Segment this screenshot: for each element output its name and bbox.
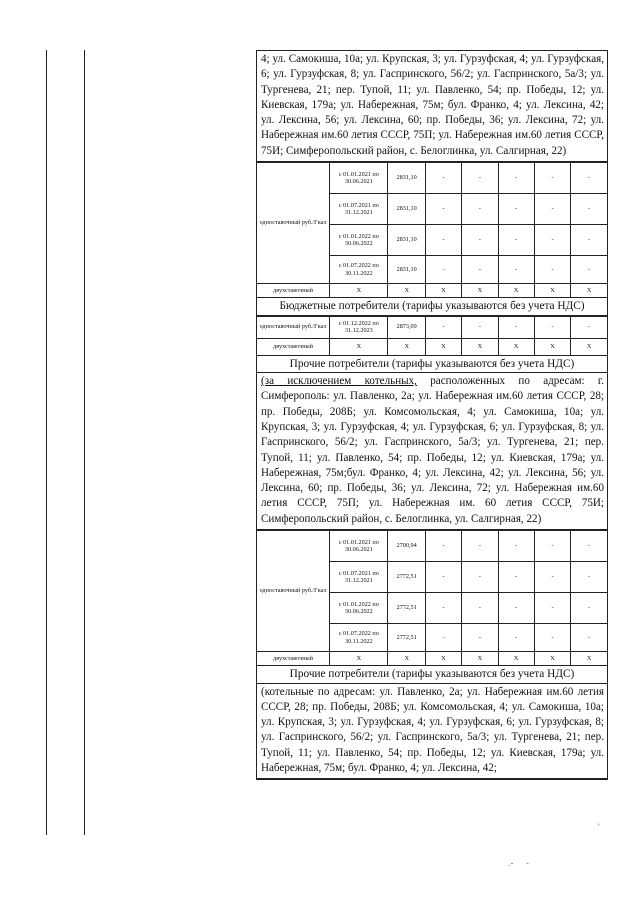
empty-dash-cell: - — [534, 593, 570, 624]
not-applicable-cell: X — [571, 338, 607, 355]
tariff-value-cell: 2831,10 — [388, 194, 425, 225]
not-applicable-cell: X — [498, 284, 534, 298]
two-rate-row — [257, 284, 607, 298]
column-divider-line — [84, 50, 85, 835]
empty-dash-cell: - — [534, 225, 570, 256]
consumer-group-heading: Прочие потребители (тарифы указываются без учета НДС) — [257, 666, 607, 684]
period-cell: с 01.07.2022 по 30.11.2022 — [330, 256, 388, 284]
address-paragraph — [257, 51, 607, 162]
not-applicable-cell: X — [330, 652, 388, 666]
empty-dash-cell: - — [425, 316, 461, 338]
empty-dash-cell: - — [462, 194, 498, 225]
tariff-value-cell: 2772,51 — [388, 624, 425, 652]
empty-dash-cell: - — [534, 316, 570, 338]
tariff-row — [257, 531, 607, 562]
empty-dash-cell: - — [425, 194, 461, 225]
not-applicable-cell: X — [330, 338, 388, 355]
empty-dash-cell: - — [462, 593, 498, 624]
empty-dash-cell: - — [571, 562, 607, 593]
empty-dash-cell: - — [571, 593, 607, 624]
empty-dash-cell: - — [498, 624, 534, 652]
two-rate-label: двухставочный — [257, 338, 330, 355]
empty-dash-cell: - — [498, 256, 534, 284]
period-cell: с 01.01.2021 по 30.06.2021 — [330, 163, 388, 194]
period-cell: с 01.01.2022 по 30.06.2022 — [330, 225, 388, 256]
empty-dash-cell: - — [462, 316, 498, 338]
consumer-group-heading: Бюджетные потребители (тарифы указываются без учета НДС) — [257, 298, 607, 316]
not-applicable-cell: X — [425, 652, 461, 666]
empty-dash-cell: - — [571, 225, 607, 256]
not-applicable-cell: X — [388, 284, 425, 298]
tariff-value-cell: 2772,51 — [388, 593, 425, 624]
not-applicable-cell: X — [388, 652, 425, 666]
not-applicable-cell: X — [534, 338, 570, 355]
not-applicable-cell: X — [498, 652, 534, 666]
empty-dash-cell: - — [462, 225, 498, 256]
empty-dash-cell: - — [534, 163, 570, 194]
one-rate-label: одноставочный руб./Гкал — [257, 316, 330, 338]
scan-marks: ' — [598, 822, 600, 832]
empty-dash-cell: - — [571, 194, 607, 225]
empty-dash-cell: - — [425, 593, 461, 624]
tariff-value-cell: 2873,09 — [388, 316, 425, 338]
empty-dash-cell: - — [534, 194, 570, 225]
scan-marks: .- - — [508, 858, 529, 868]
not-applicable-cell: X — [425, 284, 461, 298]
not-applicable-cell: X — [388, 338, 425, 355]
tariff-value-cell: 2700,94 — [388, 531, 425, 562]
empty-dash-cell: - — [425, 562, 461, 593]
empty-dash-cell: - — [425, 531, 461, 562]
empty-dash-cell: - — [498, 531, 534, 562]
empty-dash-cell: - — [425, 225, 461, 256]
empty-dash-cell: - — [534, 624, 570, 652]
left-margin-line — [46, 50, 47, 835]
empty-dash-cell: - — [462, 531, 498, 562]
empty-dash-cell: - — [462, 256, 498, 284]
empty-dash-cell: - — [498, 593, 534, 624]
one-rate-label: одноставочный руб./Гкал — [257, 163, 330, 284]
period-cell: с 01.01.2022 по 30.06.2022 — [330, 593, 388, 624]
period-cell: с 01.12.2022 по 31.12.2023 — [330, 316, 388, 338]
empty-dash-cell: - — [534, 531, 570, 562]
address-paragraph — [257, 684, 607, 780]
consumer-group-heading: Прочие потребители (тарифы указываются без учета НДС) — [257, 356, 607, 374]
empty-dash-cell: - — [425, 624, 461, 652]
empty-dash-cell: - — [462, 562, 498, 593]
period-cell: с 01.07.2022 по 30.11.2022 — [330, 624, 388, 652]
empty-dash-cell: - — [571, 531, 607, 562]
tariff-table — [257, 162, 607, 298]
tariff-value-cell: 2831,10 — [388, 163, 425, 194]
not-applicable-cell: X — [534, 284, 570, 298]
not-applicable-cell: X — [462, 338, 498, 355]
not-applicable-cell: X — [462, 284, 498, 298]
paragraph-text: (котельные по адресам: ул. Павленко, 2а; ул. Набережная им.60 летия СССР, 28; пр. Победы, 208Б; ул. Комсомольская, 4; ул. Самокиша, 10а; ул. Крупская, 3; ул. Гурзуфская, 4; ул. Гурзуфская, 6; ул. Гурзуфская, 8; ул. Гаспринского, 56/2; ул. Гаспринского, 5а/3; ул. Тургенева, 21; пер. Тупой, 11; ул. Павленко, 54; пр. Победы, 12; ул. Киевская, 179а; ул. Набережная, 75м; бул. Франко, 4; ул. Лексина, 42; — [261, 685, 604, 775]
two-rate-row — [257, 652, 607, 666]
empty-dash-cell: - — [571, 624, 607, 652]
tariff-value-cell: 2831,10 — [388, 225, 425, 256]
period-cell: с 01.07.2021 по 31.12.2021 — [330, 562, 388, 593]
empty-dash-cell: - — [462, 624, 498, 652]
empty-dash-cell: - — [571, 256, 607, 284]
not-applicable-cell: X — [534, 652, 570, 666]
two-rate-label: двухставочный — [257, 284, 330, 298]
not-applicable-cell: X — [571, 652, 607, 666]
empty-dash-cell: - — [534, 562, 570, 593]
period-cell: с 01.01.2021 по 30.06.2021 — [330, 531, 388, 562]
underlined-text: (за исключением котельных, — [261, 375, 417, 388]
two-rate-row — [257, 338, 607, 355]
empty-dash-cell: - — [498, 562, 534, 593]
paragraph-text: 4; ул. Самокиша, 10а; ул. Крупская, 3; ул. Гурзуфская, 4; ул. Гурзуфская, 6; ул. Гурзуфская, 8; ул. Гаспринского, 56/2; ул. Гаспринского, 5а/3; ул. Тургенева, 21; пер. Тупой, 11; ул. Павленко, 54; пр. Победы, 12; ул. Киевская, 179а; ул. Набережная, 75м; бул. Франко, 4; ул. Лексина, 42; ул. Лексина, 56; ул. Лексина, 60; пр. Победы, 36; ул. Лексина, 72; ул. Набережная им.60 летия СССР, 75П; ул. Набережная им.60 летия СССР, 75И; Симферопольский район, с. Белоглинка, ул. Салгирная, 22) — [261, 53, 604, 157]
empty-dash-cell: - — [498, 225, 534, 256]
tariff-document — [256, 50, 608, 780]
empty-dash-cell: - — [425, 163, 461, 194]
not-applicable-cell: X — [571, 284, 607, 298]
tariff-row — [257, 316, 607, 338]
two-rate-label: двухставочный — [257, 652, 330, 666]
not-applicable-cell: X — [425, 338, 461, 355]
paragraph-text: расположенных по адресам: г. Симферополь: ул. Павленко, 2а; ул. Набережная им.60 летия СССР, 28; пр. Победы, 208Б; ул. Комсомольская, 4; ул. Самокиша, 10а; ул. Крупская, 3; ул. Гурзуфская, 4; ул. Гурзуфская, 6; ул. Гурзуфская, 8; ул. Гаспринского, 56/2; ул. Гаспринского, 5а/3; ул. Тургенева, 21; пер. Тупой, 11; ул. Павленко, 54; пр. Победы, 12; ул. Киевская, 179а; ул. Набережная, 75м;бул. Франко, 4; ул. Лексина, 42; ул. Лексина, 56; ул. Лексина, 60; пр. Победы, 36; ул. Лексина, 72; ул. Набережная им.60 летия СССР, 75П; ул. Набережная им. 60 летия СССР, 75И; Симферопольский район, с. Белоглинка, ул. Салгирная, 22) — [261, 375, 605, 525]
empty-dash-cell: - — [534, 256, 570, 284]
tariff-value-cell: 2772,51 — [388, 562, 425, 593]
tariff-value-cell: 2831,10 — [388, 256, 425, 284]
tariff-table — [257, 530, 607, 666]
empty-dash-cell: - — [498, 316, 534, 338]
empty-dash-cell: - — [462, 163, 498, 194]
not-applicable-cell: X — [462, 652, 498, 666]
one-rate-label: одноставочный руб./Гкал — [257, 531, 330, 652]
empty-dash-cell: - — [571, 316, 607, 338]
empty-dash-cell: - — [498, 163, 534, 194]
address-paragraph — [257, 373, 607, 530]
tariff-row — [257, 163, 607, 194]
tariff-table — [257, 316, 607, 356]
not-applicable-cell: X — [498, 338, 534, 355]
empty-dash-cell: - — [425, 256, 461, 284]
not-applicable-cell: X — [330, 284, 388, 298]
empty-dash-cell: - — [571, 163, 607, 194]
empty-dash-cell: - — [498, 194, 534, 225]
period-cell: с 01.07.2021 по 31.12.2021 — [330, 194, 388, 225]
